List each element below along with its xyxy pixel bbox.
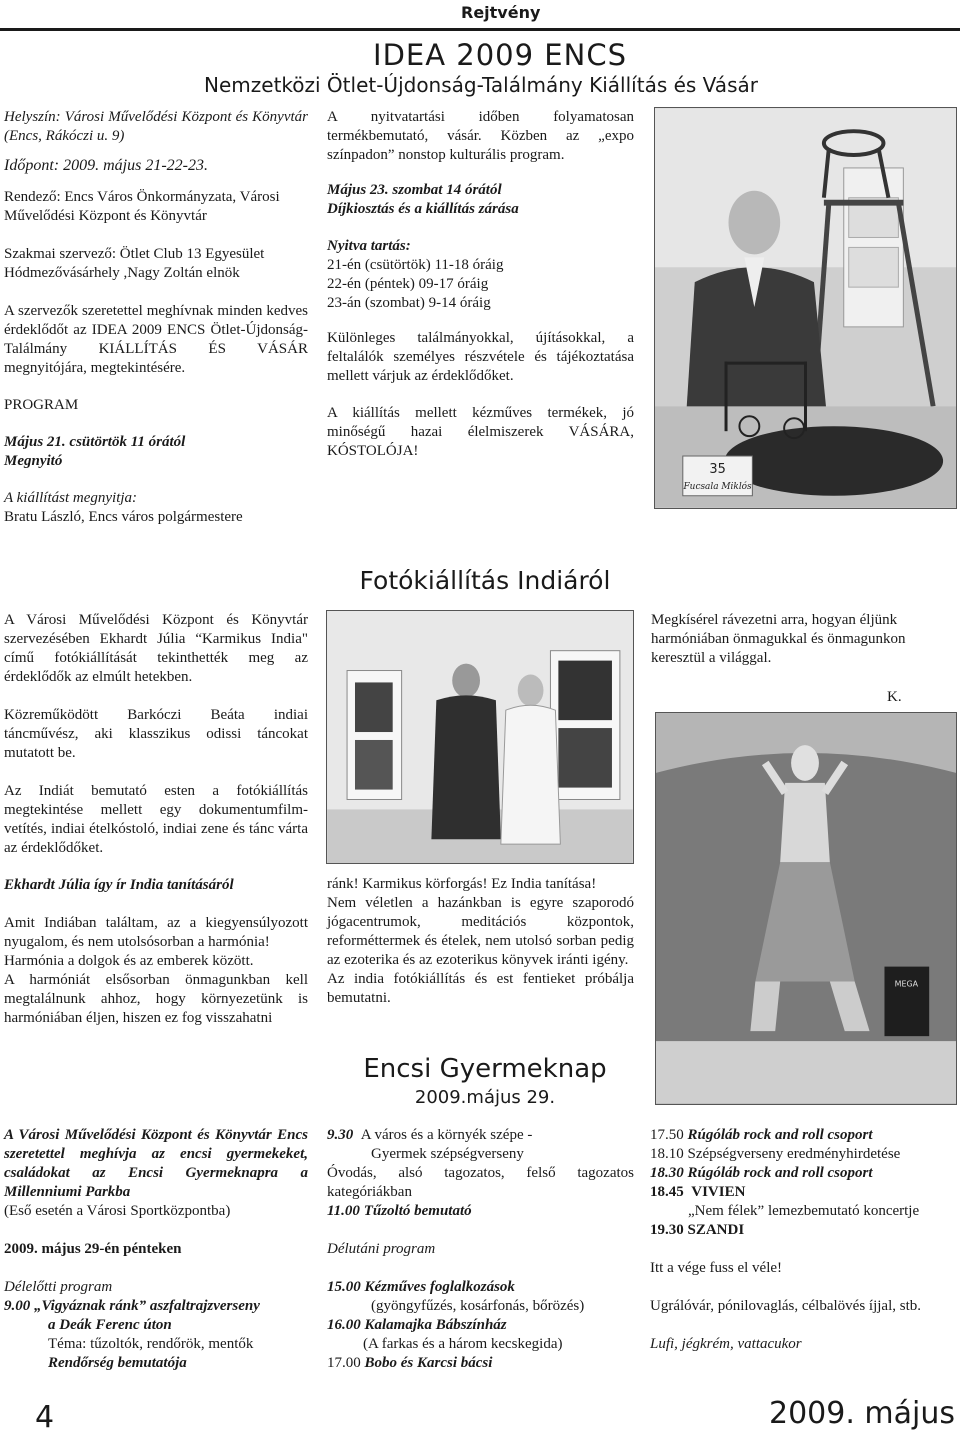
e2-time: 18.10	[650, 1146, 684, 1162]
a1-time: 15.00	[327, 1279, 361, 1295]
e5-line	[650, 1221, 957, 1240]
issue-date: 2009. május	[768, 1396, 955, 1431]
essay-left-column	[4, 914, 308, 1028]
gyermeknap-date: 2009.május 29.	[414, 1087, 556, 1108]
gyermeknap-right-column	[650, 1126, 957, 1354]
essay-left-p3: A harmóniát elsősorban önmagunkban kell megtalálnunk ahhoz, hogy környezetünk is harmóniában éljen, hiszen ez fog visszahatni	[4, 972, 308, 1026]
essay-right-p3: Az india fotókiállítás és est fentieket próbálja bemutatni.	[327, 971, 634, 1006]
exhibit-name: Fucsala Miklós	[683, 481, 752, 492]
page-number: 4	[35, 1400, 55, 1435]
gyermeknap-day: 2009. május 29-én pénteken	[4, 1241, 182, 1257]
exhibit-number: 35	[709, 461, 726, 477]
india-p1: A Városi Művelődési Központ és Könyvtár szervezésében Ekhardt Júlia “Karmikus India" című fotókiállítását tekinthették meg az érdeklődők az elmúlt hetekben.	[4, 612, 308, 685]
m1-line	[4, 1297, 308, 1316]
india-right-text	[651, 611, 957, 668]
india-p2: Közreműködött Barkóczi Beáta indiai táncművész, aki klasszikus odissi táncokat mutatott be.	[4, 707, 308, 761]
exhibition-photo	[326, 610, 634, 864]
e5-title: SZANDI	[687, 1222, 745, 1238]
idea-middle-column	[327, 108, 634, 461]
idea-time: Időpont: 2009. május 21-22-23.	[4, 157, 208, 174]
closing-line: Díjkiosztás és a kiállítás zárása	[327, 201, 519, 217]
m1-title: „Vigyáznak ránk” aszfaltrajzverseny	[34, 1298, 260, 1314]
slogan: Itt a vége fuss el véle!	[650, 1260, 783, 1276]
idea-title: IDEA 2009 ENCS	[373, 38, 627, 72]
essay-left-p1: Amit Indiában találtam, az a kiegyensúlyozott nyugalom, és nem utolsósorban a harmónia!	[4, 915, 308, 950]
extras-treats: Lufi, jégkrém, vattacukor	[650, 1336, 802, 1352]
may23-line: Május 23. szombat 14 órától	[327, 182, 502, 198]
e4-time: 18.45	[650, 1184, 684, 1200]
m3-title: Tűzoltó bemutató	[363, 1203, 472, 1219]
hours-line: 22-én (péntek) 09-17 óráig	[327, 276, 489, 292]
e5-time: 19.30	[650, 1222, 684, 1238]
idea-continuous: A nyitvatartási időben folyamatosan termékbemutató, vásár. Közben az „expo színpadon” nonstop kulturális program.	[327, 109, 634, 163]
idea-organizer: Rendező: Encs Város Önkormányzata, Városi Művelődési Központ és Könyvtár	[4, 189, 280, 224]
gyermeknap-invite: A Városi Művelődési Központ és Könyvtár Encs szeretettel meghívja az encsi gyermekeket, családokat az Encsi Gyermeknapra a Millenniumi Parkba	[4, 1127, 308, 1200]
a2-time: 16.00	[327, 1317, 361, 1333]
stage-speaker-sign: MEGA	[894, 979, 919, 989]
extras: Ugrálóvár, pónilovaglás, célbalövés íjjal, stb.	[650, 1298, 921, 1314]
a3-title: Bobo és Karcsi bácsi	[364, 1355, 493, 1371]
e1-time: 17.50	[650, 1127, 684, 1143]
m2-sub: Gyermek szépségverseny	[371, 1146, 524, 1162]
a3-time: 17.00	[327, 1355, 361, 1371]
idea-left-column	[4, 108, 308, 527]
e3-time: 18.30	[650, 1165, 684, 1181]
m1-time: 9.00	[4, 1298, 31, 1314]
india-right-paragraph: Megkísérel rávezetni arra, hogyan éljünk harmóniában önmagukkal és önmagunkon keresztül a világgal.	[651, 612, 906, 666]
idea-pro-organizer: Szakmai szervező: Ötlet Club 13 Egyesület Hódmezővásárhely ,Nagy Zoltán elnök	[4, 246, 265, 281]
india-title: Fotókiállítás Indiáról	[359, 566, 611, 595]
a3-line	[327, 1354, 634, 1373]
gyermeknap-title: Encsi Gyermeknap	[363, 1054, 607, 1084]
morning-label: Délelőtti program	[4, 1279, 113, 1295]
idea-crafts: A kiállítás mellett kézműves termékek, jó minőségű hazai élelmiszerek VÁSÁRA, KÓSTOLÓJA!	[327, 405, 634, 459]
gyermeknap-rain: (Eső esetén a Városi Sportközpontba)	[4, 1203, 231, 1219]
essay-right-column	[327, 875, 634, 1008]
m2-title: A város és a környék szépe -	[360, 1127, 533, 1143]
e4-title: VIVIEN	[691, 1184, 746, 1200]
a2-sub: (A farkas és a három kecskegida)	[363, 1336, 563, 1352]
exhibition-photo-graphic	[327, 611, 633, 863]
essay-right-p1: ránk! Karmikus körforgás! Ez India tanítása!	[327, 876, 597, 892]
e4-sub: „Nem félek” lemezbemutató koncertje	[688, 1203, 920, 1219]
inventor-photo-graphic	[655, 108, 956, 508]
e4-line	[650, 1183, 957, 1202]
a2-line	[327, 1316, 634, 1335]
a1-sub: (gyöngyfűzés, kosárfonás, bőrözés)	[371, 1298, 585, 1314]
program-label: PROGRAM	[4, 397, 79, 413]
dancer-photo	[655, 712, 957, 1105]
e3-line	[650, 1164, 957, 1183]
m3-line	[327, 1202, 634, 1221]
india-p3: Az Indiát bemutató esten a fotókiállítás megtekintése mellett egy dokumentumfilm-vetítés, indiai ételkóstoló, indiai zene és tánc várta az érdeklődőket.	[4, 783, 308, 856]
m1-place: a Deák Ferenc úton	[48, 1317, 172, 1333]
essay-title: Ekhardt Júlia így ír India tanításáról	[4, 877, 234, 893]
essay-right-p2: Nem véletlen a hazánkban is egyre szaporodó jógacentrumok, meditációs központok, reforméttermek és ételek, nem utolsó sorban pedig az ezoterika és az ezoterikus könyvek iránti igény.	[327, 895, 634, 968]
afternoon-label: Délutáni program	[327, 1241, 436, 1257]
e2-line	[650, 1145, 957, 1164]
idea-venue: Helyszín: Városi Művelődési Központ és Könyvtár (Encs, Rákóczi u. 9)	[4, 109, 308, 144]
a1-title: Kézműves foglalkozások	[364, 1279, 515, 1295]
idea-special: Különleges találmányokkal, újításokkal, a feltalálók személyes részvétele és tájékoztatása mellett várjuk az érdeklődőket.	[327, 330, 634, 384]
m2-desc: Óvodás, alsó tagozatos, felső tagozatos kategóriákban	[327, 1165, 634, 1200]
m2-line	[327, 1126, 634, 1145]
hours-label: Nyitva tartás:	[327, 238, 411, 254]
signature: K.	[887, 689, 902, 705]
opened-by: Bratu László, Encs város polgármestere	[4, 509, 243, 525]
a2-title: Kalamajka Bábszínház	[364, 1317, 507, 1333]
m1-theme: Téma: tűzoltók, rendőrök, mentők	[48, 1336, 254, 1352]
e1-line	[650, 1126, 957, 1145]
essay-left-p2: Harmónia a dolgok és az emberek között.	[4, 953, 254, 969]
e1-title: Rúgóláb rock and roll csoport	[687, 1127, 873, 1143]
gyermeknap-left-column	[4, 1126, 308, 1373]
opened-by-label: A kiállítást megnyitja:	[4, 490, 138, 506]
hours-line: 21-én (csütörtök) 11-18 óráig	[327, 257, 504, 273]
hours-line: 23-án (szombat) 9-14 óráig	[327, 295, 491, 311]
india-left-column	[4, 611, 308, 858]
header-rule	[0, 28, 960, 31]
e3-title: Rúgóláb rock and roll csoport	[687, 1165, 873, 1181]
may21-line: Május 21. csütörtök 11 órától	[4, 434, 186, 450]
section-label: Rejtvény	[461, 3, 541, 22]
idea-subtitle: Nemzetközi Ötlet-Újdonság-Találmány Kiállítás és Vásár	[204, 73, 758, 97]
dancer-photo-graphic	[656, 713, 956, 1104]
opening-label: Megnyitó	[4, 453, 63, 469]
m2-time: 9.30	[327, 1127, 354, 1143]
idea-invite: A szervezők szeretettel meghívnak minden kedves érdeklődőt az IDEA 2009 ENCS Ötlet-Újdonság-Találmány KIÁLLÍTÁS ÉS VÁSÁR megnyitójára, megtekintésére.	[4, 303, 308, 376]
m1-police: Rendőrség bemutatója	[48, 1355, 187, 1371]
a1-line	[327, 1278, 634, 1297]
m3-time: 11.00	[327, 1203, 360, 1219]
e2-title: Szépségverseny eredményhirdetése	[687, 1146, 901, 1162]
gyermeknap-middle-column	[327, 1126, 634, 1373]
inventor-photo	[654, 107, 957, 509]
